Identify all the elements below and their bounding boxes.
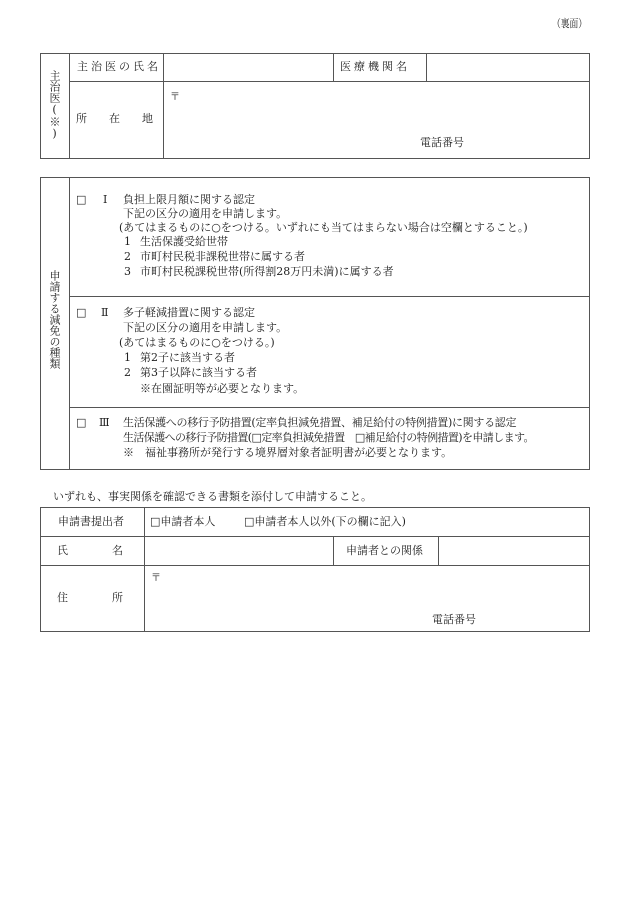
- submitter-label: 申請書提出者: [58, 515, 124, 528]
- doctor-address-field[interactable]: [164, 82, 588, 157]
- item-numeral: Ⅰ: [103, 193, 108, 206]
- applicant-name-field[interactable]: [145, 537, 332, 564]
- item-line: (あてはまるものに○をつける。いずれにも当てはまらない場合は空欄とすること。): [119, 221, 528, 234]
- applicant-address-label: 住 所: [57, 591, 123, 604]
- institution-label: 医療機関名: [340, 60, 410, 73]
- divider: [69, 53, 70, 159]
- doctor-address-label: 所 在 地: [76, 112, 153, 125]
- subitem-number: 1: [124, 351, 131, 364]
- item-note: ※在園証明等が必要となります。: [140, 382, 305, 395]
- divider: [69, 407, 590, 408]
- divider: [333, 53, 334, 81]
- item-title: 負担上限月額に関する認定: [123, 193, 255, 206]
- postal-mark-icon: 〒: [170, 92, 180, 103]
- relation-field[interactable]: [439, 537, 588, 564]
- instruction-text: いずれも、事実関係を確認できる書類を添付して申請すること。: [53, 490, 372, 503]
- subitem-number: 2: [124, 366, 131, 379]
- divider: [333, 536, 334, 565]
- page-side-label: （裏面）: [552, 17, 587, 30]
- subitem-text: 市町村民税非課税世帯に属する者: [140, 250, 305, 263]
- subitem-number: 3: [124, 265, 131, 278]
- submitter-option-self[interactable]: □申請者本人: [150, 515, 216, 528]
- applicant-name-label: 氏 名: [57, 544, 123, 557]
- item-numeral: Ⅲ: [99, 416, 110, 429]
- doctor-phone-label: 電話番号: [420, 136, 464, 149]
- checkbox-item-2[interactable]: □: [76, 306, 87, 319]
- item-title: 多子軽減措置に関する認定: [123, 306, 255, 319]
- item-line: (あてはまるものに○をつける。): [119, 336, 275, 349]
- subitem-text: 生活保護受給世帯: [140, 235, 228, 248]
- submitter-option-other[interactable]: □申請者本人以外(下の欄に記入): [244, 515, 406, 528]
- doctor-name-label: 主治医の氏名: [77, 60, 161, 73]
- subitem-number: 2: [124, 250, 131, 263]
- checkbox-item-1[interactable]: □: [76, 193, 87, 206]
- subitem-text: 市町村民税課税世帯(所得割28万円未満)に属する者: [140, 265, 394, 278]
- item-title: 生活保護への移行予防措置(定率負担減免措置、補足給付の特例措置)に関する認定: [123, 416, 517, 429]
- applicant-address-field[interactable]: [145, 566, 588, 630]
- postal-mark-icon: 〒: [151, 573, 161, 584]
- checkbox-item-3[interactable]: □: [76, 416, 87, 429]
- doctor-section-label: 主治医(※): [48, 70, 61, 140]
- item-note: ※ 福祉事務所が発行する境界層対象者証明書が必要となります。: [123, 446, 453, 459]
- reduction-section-label: 申請する減免の種類: [48, 270, 61, 369]
- subitem-text: 第2子に該当する者: [140, 351, 235, 364]
- item-line: 下記の区分の適用を申請します。: [123, 321, 288, 334]
- subitem-number: 1: [124, 235, 131, 248]
- applicant-phone-label: 電話番号: [432, 613, 476, 626]
- institution-field[interactable]: [427, 54, 588, 80]
- relation-label: 申請者との関係: [346, 544, 423, 557]
- divider: [69, 296, 590, 297]
- doctor-name-field[interactable]: [164, 54, 332, 80]
- item-line: 生活保護への移行予防措置(□定率負担減免措置 □補足給付の特例措置)を申請します。: [123, 431, 534, 444]
- item-line: 下記の区分の適用を申請します。: [123, 207, 288, 220]
- item-numeral: Ⅱ: [101, 306, 109, 319]
- subitem-text: 第3子以降に該当する者: [140, 366, 257, 379]
- divider: [69, 177, 70, 470]
